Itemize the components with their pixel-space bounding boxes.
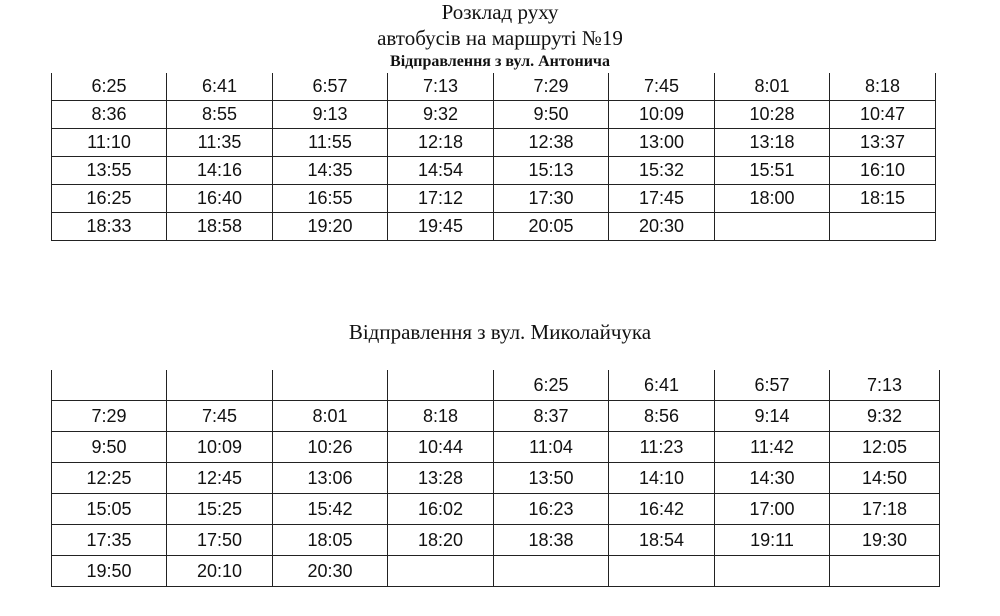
departure-time-cell: 9:32 — [388, 101, 494, 129]
departure-time-cell: 20:30 — [609, 213, 715, 241]
departure-time-cell: 14:35 — [273, 157, 388, 185]
departure-time-cell: 7:13 — [388, 73, 494, 101]
departure-time-cell — [715, 213, 830, 241]
departure-time-cell: 19:45 — [388, 213, 494, 241]
departure-time-cell: 10:44 — [388, 432, 494, 463]
direction-2-heading: Відправлення з вул. Миколайчука — [348, 320, 652, 344]
departure-time-cell: 13:00 — [609, 129, 715, 157]
page-subtitle: автобусів на маршруті №19 — [377, 26, 623, 50]
departure-time-cell: 18:58 — [167, 213, 273, 241]
departure-time-cell: 15:13 — [494, 157, 609, 185]
departure-time-cell: 11:35 — [167, 129, 273, 157]
departure-time-cell: 16:42 — [609, 494, 715, 525]
departure-time-cell: 9:50 — [52, 432, 167, 463]
departure-time-cell: 17:12 — [388, 185, 494, 213]
departure-time-cell: 10:47 — [830, 101, 936, 129]
departure-time-cell: 11:04 — [494, 432, 609, 463]
departure-time-cell: 7:29 — [52, 401, 167, 432]
departure-time-cell: 19:20 — [273, 213, 388, 241]
departure-time-cell: 18:33 — [52, 213, 167, 241]
departure-time-cell: 15:51 — [715, 157, 830, 185]
departure-time-cell: 8:36 — [52, 101, 167, 129]
departure-time-cell — [609, 556, 715, 587]
departure-time-cell: 6:41 — [609, 370, 715, 401]
departure-time-cell: 16:55 — [273, 185, 388, 213]
departure-time-cell: 15:25 — [167, 494, 273, 525]
table-row — [52, 463, 940, 494]
departure-time-cell: 14:10 — [609, 463, 715, 494]
departure-time-cell: 7:29 — [494, 73, 609, 101]
departure-time-cell: 10:09 — [609, 101, 715, 129]
departure-time-cell: 12:25 — [52, 463, 167, 494]
departure-time-cell: 6:25 — [494, 370, 609, 401]
departure-time-cell — [715, 556, 830, 587]
departure-time-cell: 9:14 — [715, 401, 830, 432]
departure-time-cell: 19:11 — [715, 525, 830, 556]
departure-time-cell — [388, 556, 494, 587]
departure-time-cell: 17:30 — [494, 185, 609, 213]
departure-time-cell: 8:01 — [715, 73, 830, 101]
departure-time-cell: 10:09 — [167, 432, 273, 463]
departure-time-cell: 18:05 — [273, 525, 388, 556]
table-row — [52, 525, 940, 556]
departure-time-cell: 6:41 — [167, 73, 273, 101]
departure-time-cell: 12:38 — [494, 129, 609, 157]
table-row — [52, 101, 936, 129]
table-row — [52, 370, 940, 401]
departure-time-cell: 12:05 — [830, 432, 940, 463]
page-title: Розклад руху — [441, 0, 559, 24]
departure-time-cell: 17:45 — [609, 185, 715, 213]
departure-time-cell — [167, 370, 273, 401]
departure-time-cell: 8:37 — [494, 401, 609, 432]
departure-time-cell: 9:32 — [830, 401, 940, 432]
departure-time-cell: 15:05 — [52, 494, 167, 525]
departure-time-cell — [52, 370, 167, 401]
table-row — [52, 157, 936, 185]
departure-time-cell: 18:15 — [830, 185, 936, 213]
departure-time-cell: 16:10 — [830, 157, 936, 185]
departure-time-cell: 12:18 — [388, 129, 494, 157]
departure-time-cell — [273, 370, 388, 401]
departure-time-cell: 13:55 — [52, 157, 167, 185]
departure-time-cell: 18:38 — [494, 525, 609, 556]
departure-time-cell: 20:05 — [494, 213, 609, 241]
departure-time-cell: 16:25 — [52, 185, 167, 213]
departure-time-cell: 12:45 — [167, 463, 273, 494]
departure-time-cell: 18:00 — [715, 185, 830, 213]
departure-time-cell: 20:10 — [167, 556, 273, 587]
departure-time-cell: 8:56 — [609, 401, 715, 432]
departure-time-cell: 15:42 — [273, 494, 388, 525]
table-row — [52, 556, 940, 587]
departure-time-cell: 18:54 — [609, 525, 715, 556]
departure-time-cell: 18:20 — [388, 525, 494, 556]
departure-time-cell: 13:50 — [494, 463, 609, 494]
table-row — [52, 432, 940, 463]
departure-time-cell: 8:01 — [273, 401, 388, 432]
departure-time-cell: 7:45 — [609, 73, 715, 101]
departure-time-cell: 11:42 — [715, 432, 830, 463]
departure-time-cell: 14:54 — [388, 157, 494, 185]
departure-time-cell: 7:13 — [830, 370, 940, 401]
departure-time-cell: 8:18 — [388, 401, 494, 432]
departure-time-cell: 17:50 — [167, 525, 273, 556]
departure-time-cell — [830, 213, 936, 241]
table-row — [52, 129, 936, 157]
departure-time-cell: 20:30 — [273, 556, 388, 587]
departure-time-cell — [388, 370, 494, 401]
departure-time-cell: 17:00 — [715, 494, 830, 525]
departure-time-cell: 14:50 — [830, 463, 940, 494]
departure-time-cell — [494, 556, 609, 587]
departure-time-cell: 15:32 — [609, 157, 715, 185]
departure-time-cell: 13:06 — [273, 463, 388, 494]
departure-time-cell: 11:55 — [273, 129, 388, 157]
departure-time-cell: 16:40 — [167, 185, 273, 213]
schedule-table-mykolaichuka — [51, 370, 940, 587]
departure-time-cell: 19:50 — [52, 556, 167, 587]
departure-time-cell: 11:23 — [609, 432, 715, 463]
departure-time-cell: 10:26 — [273, 432, 388, 463]
departure-time-cell: 7:45 — [167, 401, 273, 432]
departure-time-cell: 6:57 — [273, 73, 388, 101]
departure-time-cell: 13:18 — [715, 129, 830, 157]
table-row — [52, 213, 936, 241]
schedule-table-antonycha — [51, 73, 936, 241]
departure-time-cell — [830, 556, 940, 587]
departure-time-cell: 10:28 — [715, 101, 830, 129]
direction-1-heading: Відправлення з вул. Антонича — [390, 53, 610, 70]
departure-time-cell: 13:37 — [830, 129, 936, 157]
departure-time-cell: 16:23 — [494, 494, 609, 525]
departure-time-cell: 16:02 — [388, 494, 494, 525]
departure-time-cell: 8:18 — [830, 73, 936, 101]
table-row — [52, 494, 940, 525]
departure-time-cell: 17:35 — [52, 525, 167, 556]
departure-time-cell: 8:55 — [167, 101, 273, 129]
departure-time-cell: 6:57 — [715, 370, 830, 401]
departure-time-cell: 14:30 — [715, 463, 830, 494]
table-row — [52, 401, 940, 432]
departure-time-cell: 9:50 — [494, 101, 609, 129]
departure-time-cell: 14:16 — [167, 157, 273, 185]
departure-time-cell: 6:25 — [52, 73, 167, 101]
table-row — [52, 73, 936, 101]
departure-time-cell: 11:10 — [52, 129, 167, 157]
table-row — [52, 185, 936, 213]
departure-time-cell: 17:18 — [830, 494, 940, 525]
departure-time-cell: 19:30 — [830, 525, 940, 556]
departure-time-cell: 9:13 — [273, 101, 388, 129]
departure-time-cell: 13:28 — [388, 463, 494, 494]
